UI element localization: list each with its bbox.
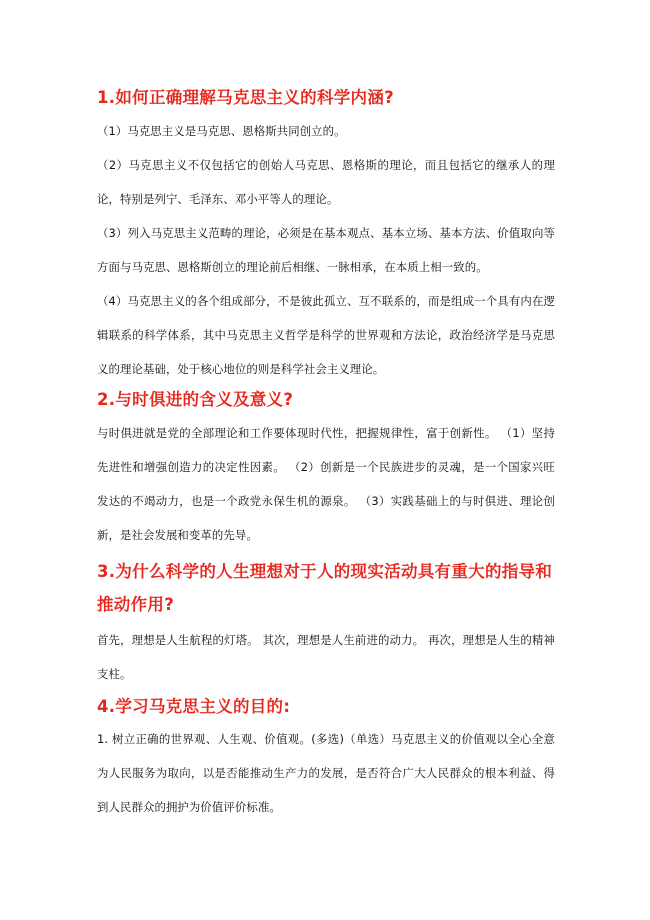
paragraph: （4）马克思主义的各个组成部分，不是彼此孤立、互不联系的，而是组成一个具有内在逻辑联系的科学体系，其中马克思主义哲学是科学的世界观和方法论，政治经济学是马克思义的理论基础，处于核心地位的则是科学社会主义理论。 (97, 294, 555, 376)
paragraph: （1）马克思主义是马克思、恩格斯共同创立的。 (97, 124, 346, 138)
paragraph: 1. 树立正确的世界观、人生观、价值观。(多选)（单选）马克思主义的价值观以全心全意为人民服务为取向，以是否能推动生产力的发展，是否符合广大人民群众的根本利益、得到人民群众的拥护为价值评价标准。 (97, 732, 555, 814)
section-body (97, 623, 555, 691)
section-body (97, 114, 555, 386)
paragraph: 首先，理想是人生航程的灯塔。 其次，理想是人生前进的动力。 再次，理想是人生的精神支柱。 (97, 633, 555, 681)
paragraph: （3）列入马克思主义范畴的理论，必须是在基本观点、基本立场、基本方法、价值取向等方面与马克思、恩格斯创立的理论前后相继、一脉相承，在本质上相一致的。 (97, 226, 555, 274)
section-body (97, 722, 555, 824)
section-heading: 3.为什么科学的人生理想对于人的现实活动具有重大的指导和推动作用? (97, 562, 553, 614)
section-heading: 4.学习马克思主义的目的: (97, 697, 291, 716)
section-3 (97, 555, 555, 691)
section-4 (97, 696, 555, 824)
section-1 (97, 84, 555, 386)
paragraph: （2）马克思主义不仅包括它的创始人马克思、恩格斯的理论，而且包括它的继承人的理论，特别是列宁、毛泽东、邓小平等人的理论。 (97, 158, 555, 206)
section-body (97, 416, 555, 552)
document-page (97, 84, 555, 824)
paragraph: 与时俱进就是党的全部理论和工作要体现时代性，把握规律性，富于创新性。 （1）坚持先进性和增强创造力的决定性因素。 （2）创新是一个民族进步的灵魂，是一个国家兴旺发达的不竭动力，也是一个政党永保生机的源泉。 （3）实践基础上的与时俱进、理论创新，是社会发展和变革的先导。 (97, 426, 555, 542)
section-2 (97, 389, 555, 552)
section-heading: 2.与时俱进的含义及意义? (97, 390, 294, 409)
section-heading: 1.如何正确理解马克思主义的科学内涵? (97, 88, 395, 107)
